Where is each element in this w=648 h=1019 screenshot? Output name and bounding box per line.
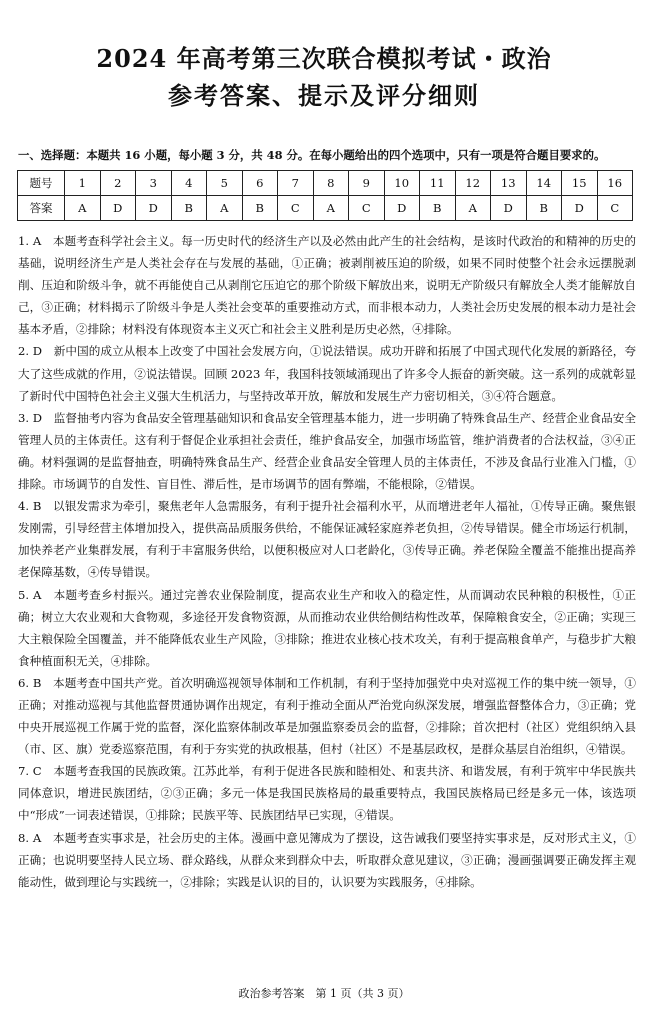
question-number-cell: 1	[65, 171, 101, 196]
answer-cell: C	[349, 196, 385, 221]
explanation-item: 1. A 本题考查科学社会主义。每一历史时代的经济生产以及必然由此产生的社会结构，是该时代政治的和精神的历史的基础，说明经济生产是人类社会存在与发展的基础，①正确；被剥削被压迫的阶级，如果不同时使整个社会永远摆脱剥削、压迫和阶级斗争，就不再能使自己从剥削它压迫它的那个阶级下解放出来，说明无产阶级只有解放全人类才能解放自己，③正确；材料揭示了阶级斗争是人类社会变革的重要推动方式，而非根本动力，人类社会历史发展的根本动力是社会基本矛盾，②排除；材料没有体现资本主义灭亡和社会主义胜利是历史必然，④排除。	[18, 234, 636, 337]
answer-cell: A	[207, 196, 243, 221]
question-number-cell: 12	[455, 171, 491, 196]
section-heading: 一、选择题：本题共 16 小题，每小题 3 分，共 48 分。在每小题给出的四个选项中，只有一项是符合题目要求的。	[18, 148, 606, 162]
answer-cell: D	[136, 196, 172, 221]
explanation-item: 5. A 本题考查乡村振兴。通过完善农业保险制度，提高农业生产和收入的稳定性，从而调动农民种粮的积极性，①正确；树立大农业观和大食物观，多途径开发食物资源，从而推动农业供给侧结构性改革，保障粮食安全，②正确；实现三大主粮保险全国覆盖，并不能降低农业生产风险，③排除；推进农业核心技术攻关，有利于提高粮食单产，与稳步扩大粮食种植面积无关，④排除。	[18, 587, 636, 668]
answer-cell: B	[242, 196, 278, 221]
question-number-cell: 7	[278, 171, 314, 196]
answer-cell: A	[65, 196, 101, 221]
answer-cell: D	[100, 196, 136, 221]
explanation-item: 4. B 以银发需求为牵引，聚焦老年人急需服务，有利于提升社会福利水平，从而增进老年人福祉，①传导正确。聚焦银发刚需，引导经营主体增加投入，提供高品质服务供给，不能保证减轻家庭养老负担，②传导错误。健全市场运行机制，加快养老产业集群发展，有利于丰富服务供给，以便积极应对人口老龄化，③传导正确。养老保险全覆盖不能推出提高养老保障基数，④传导错误。	[18, 499, 636, 580]
answer-cell: B	[420, 196, 456, 221]
question-number-cell: 2	[100, 171, 136, 196]
question-number-cell: 8	[313, 171, 349, 196]
question-number-cell: 15	[562, 171, 598, 196]
question-number-cell: 11	[420, 171, 456, 196]
question-number-row	[18, 171, 633, 196]
answer-row	[18, 196, 633, 221]
answer-cell: A	[455, 196, 491, 221]
document-subtitle: 参考答案、提示及评分细则	[168, 81, 480, 110]
document-title: 2024 年高考第三次联合模拟考试・政治	[96, 44, 552, 73]
answer-cell: B	[526, 196, 562, 221]
row-label-answer: 答案	[18, 196, 65, 221]
question-number-cell: 6	[242, 171, 278, 196]
answer-cell: C	[278, 196, 314, 221]
answer-cell: A	[313, 196, 349, 221]
question-number-cell: 10	[384, 171, 420, 196]
explanation-item: 6. B 本题考查中国共产党。首次明确巡视领导体制和工作机制，有利于坚持加强党中央对巡视工作的集中统一领导，①正确；对推动巡视与其他监督贯通协调作出规定，有利于推动全面从严治党向纵深发展，增强监督整体合力，③正确；党中央开展巡视工作属于党的监督，深化监察体制改革是加强监察委员会的监督，②排除；首次把村（社区）党组织纳入县（市、区、旗）党委巡察范围，有利于夯实党的执政根基，但村（社区）不是基层政权，是群众基层自治组织，④错误。	[18, 675, 636, 757]
row-label-number: 题号	[18, 171, 65, 196]
question-number-cell: 3	[136, 171, 172, 196]
question-number-cell: 14	[526, 171, 562, 196]
explanation-item: 8. A 本题考查实事求是，社会历史的主体。漫画中意见簿成为了摆设，这告诫我们要坚持实事求是，反对形式主义，①正确；也说明要坚持人民立场、群众路线，从群众来到群众中去，听取群众意见建议，③正确；漫画强调要正确发挥主观能动性，做到理论与实践统一，②排除；实践是认识的目的，认识要为实践服务，④排除。	[18, 830, 636, 889]
question-number-cell: 13	[491, 171, 527, 196]
explanation-item: 3. D 监督抽考内容为食品安全管理基础知识和食品安全管理基本能力，进一步明确了特殊食品生产、经营企业食品安全管理人员的主体责任。这有利于督促企业承担社会责任，维护食品安全，加强市场监管，维护消费者的合法权益，③④正确。材料强调的是监督抽查，明确特殊食品生产、经营企业食品安全管理人员的主体责任，不涉及食品行业准入门槛，①排除。市场调节的自发性、盲目性、滞后性，是市场调节的固有弊端，不能根除，②错误。	[18, 410, 636, 492]
answer-cell: B	[171, 196, 207, 221]
page-footer: 政治参考答案 第 1 页（共 3 页）	[238, 987, 410, 1000]
question-number-cell: 4	[171, 171, 207, 196]
question-number-cell: 9	[349, 171, 385, 196]
answer-cell: D	[562, 196, 598, 221]
answer-cell: D	[384, 196, 420, 221]
answer-cell: C	[597, 196, 633, 221]
question-number-cell: 16	[597, 171, 633, 196]
explanations	[18, 230, 636, 893]
answer-cell: D	[491, 196, 527, 221]
explanation-item: 2. D 新中国的成立从根本上改变了中国社会发展方向，①说法错误。成功开辟和拓展了中国式现代化发展的新路径，夸大了这些成就的作用，②说法错误。回顾 2023 年，我国科技领域涌现出了许多令人振奋的新突破。这一系列的成就彰显了新时代中国特色社会主义强大生机活力，与坚持改革开放，解放和发展生产力密切相关，③④符合题意。	[18, 344, 636, 403]
question-number-cell: 5	[207, 171, 243, 196]
answer-table	[17, 170, 633, 221]
explanation-item: 7. C 本题考查我国的民族政策。江苏此举，有利于促进各民族和睦相处、和衷共济、和谐发展，有利于筑牢中华民族共同体意识，增进民族团结，②③正确；多元一体是我国民族格局的最重要特点，我国民族格局已经是多元一体，该选项中“形成”一词表述错误，①排除；民族平等、民族团结早已实现，④错误。	[18, 764, 636, 823]
